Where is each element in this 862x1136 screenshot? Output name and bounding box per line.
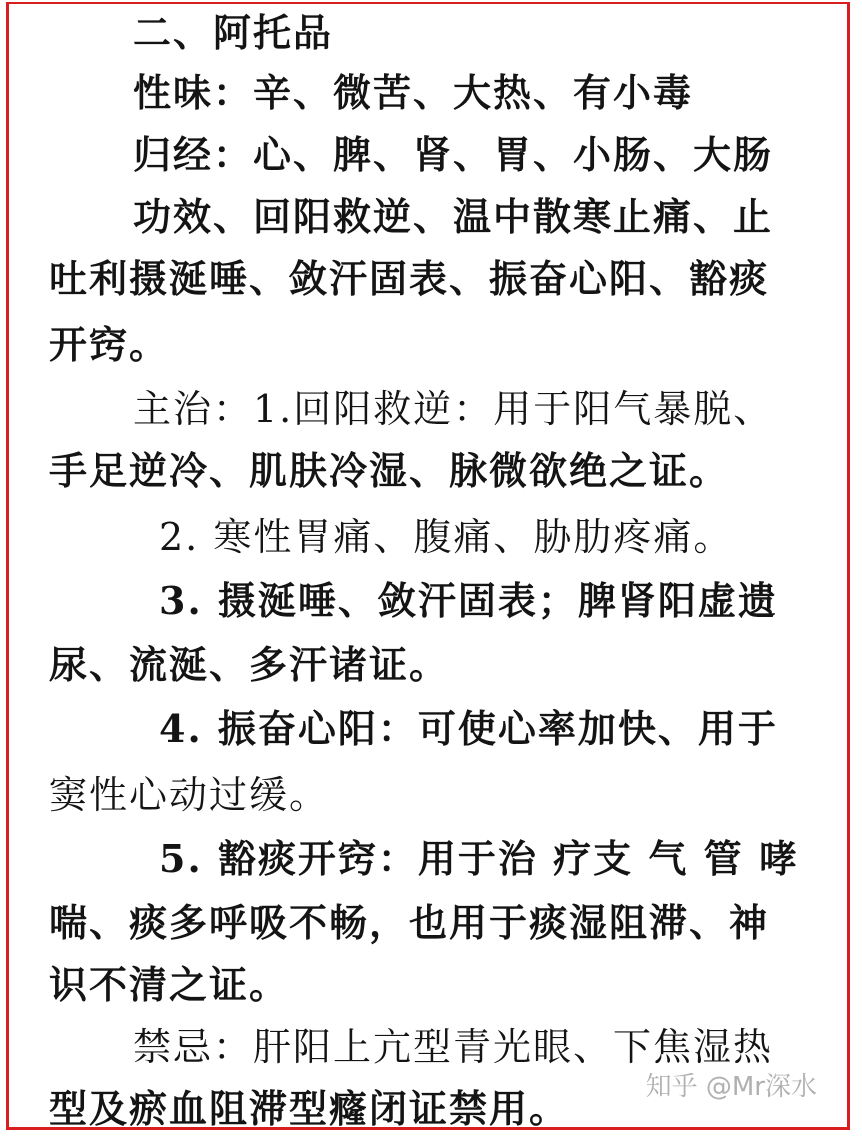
text-line-item-5-end: 识不清之证。 xyxy=(49,962,290,1007)
text-line-meridian: 归经：心、脾、肾、胃、小肠、大肠 xyxy=(133,132,774,177)
text-line-indications: 主治：1.回阳救逆：用于阳气暴脱、 xyxy=(133,387,774,431)
text-line-item-4-cont: 窦性心动过缓。 xyxy=(49,773,330,817)
text-line-contraindications: 禁忌：肝阳上亢型青光眼、下焦湿热 xyxy=(133,1025,774,1069)
text-line-indications-cont: 手足逆冷、肌肤冷湿、脉微欲绝之证。 xyxy=(49,448,730,493)
text-line-contraindications-cont: 型及瘀血阻滞型癃闭证禁用。 xyxy=(49,1086,570,1131)
text-line-efficacy-end: 开窍。 xyxy=(49,322,170,367)
text-line-efficacy-cont: 吐利摄涎唾、敛汗固表、振奋心阳、豁痰 xyxy=(49,256,770,301)
text-line-efficacy: 功效、回阳救逆、温中散寒止痛、止 xyxy=(133,194,774,239)
text-line-item-2: 2. 寒性胃痛、腹痛、胁肋疼痛。 xyxy=(159,515,734,559)
text-line-item-4: 4. 振奋心阳：可使心率加快、用于 xyxy=(159,706,778,751)
text-line-item-5-cont: 喘、痰多呼吸不畅，也用于痰湿阻滞、神 xyxy=(49,900,770,945)
text-line-item-3: 3. 摄涎唾、敛汗固表；脾肾阳虚遗 xyxy=(159,578,778,623)
text-line-nature-flavor: 性味：辛、微苦、大热、有小毒 xyxy=(133,70,694,115)
text-line-item-5: 5. 豁痰开窍：用于治 疗支 气 管 哮 xyxy=(159,836,799,881)
zhihu-watermark: 知乎 @Mr深水 xyxy=(645,1072,817,1102)
document-frame xyxy=(6,2,850,1130)
text-line-item-3-cont: 尿、流涎、多汗诸证。 xyxy=(49,642,450,687)
document-heading: 二、阿托品 xyxy=(133,10,334,55)
